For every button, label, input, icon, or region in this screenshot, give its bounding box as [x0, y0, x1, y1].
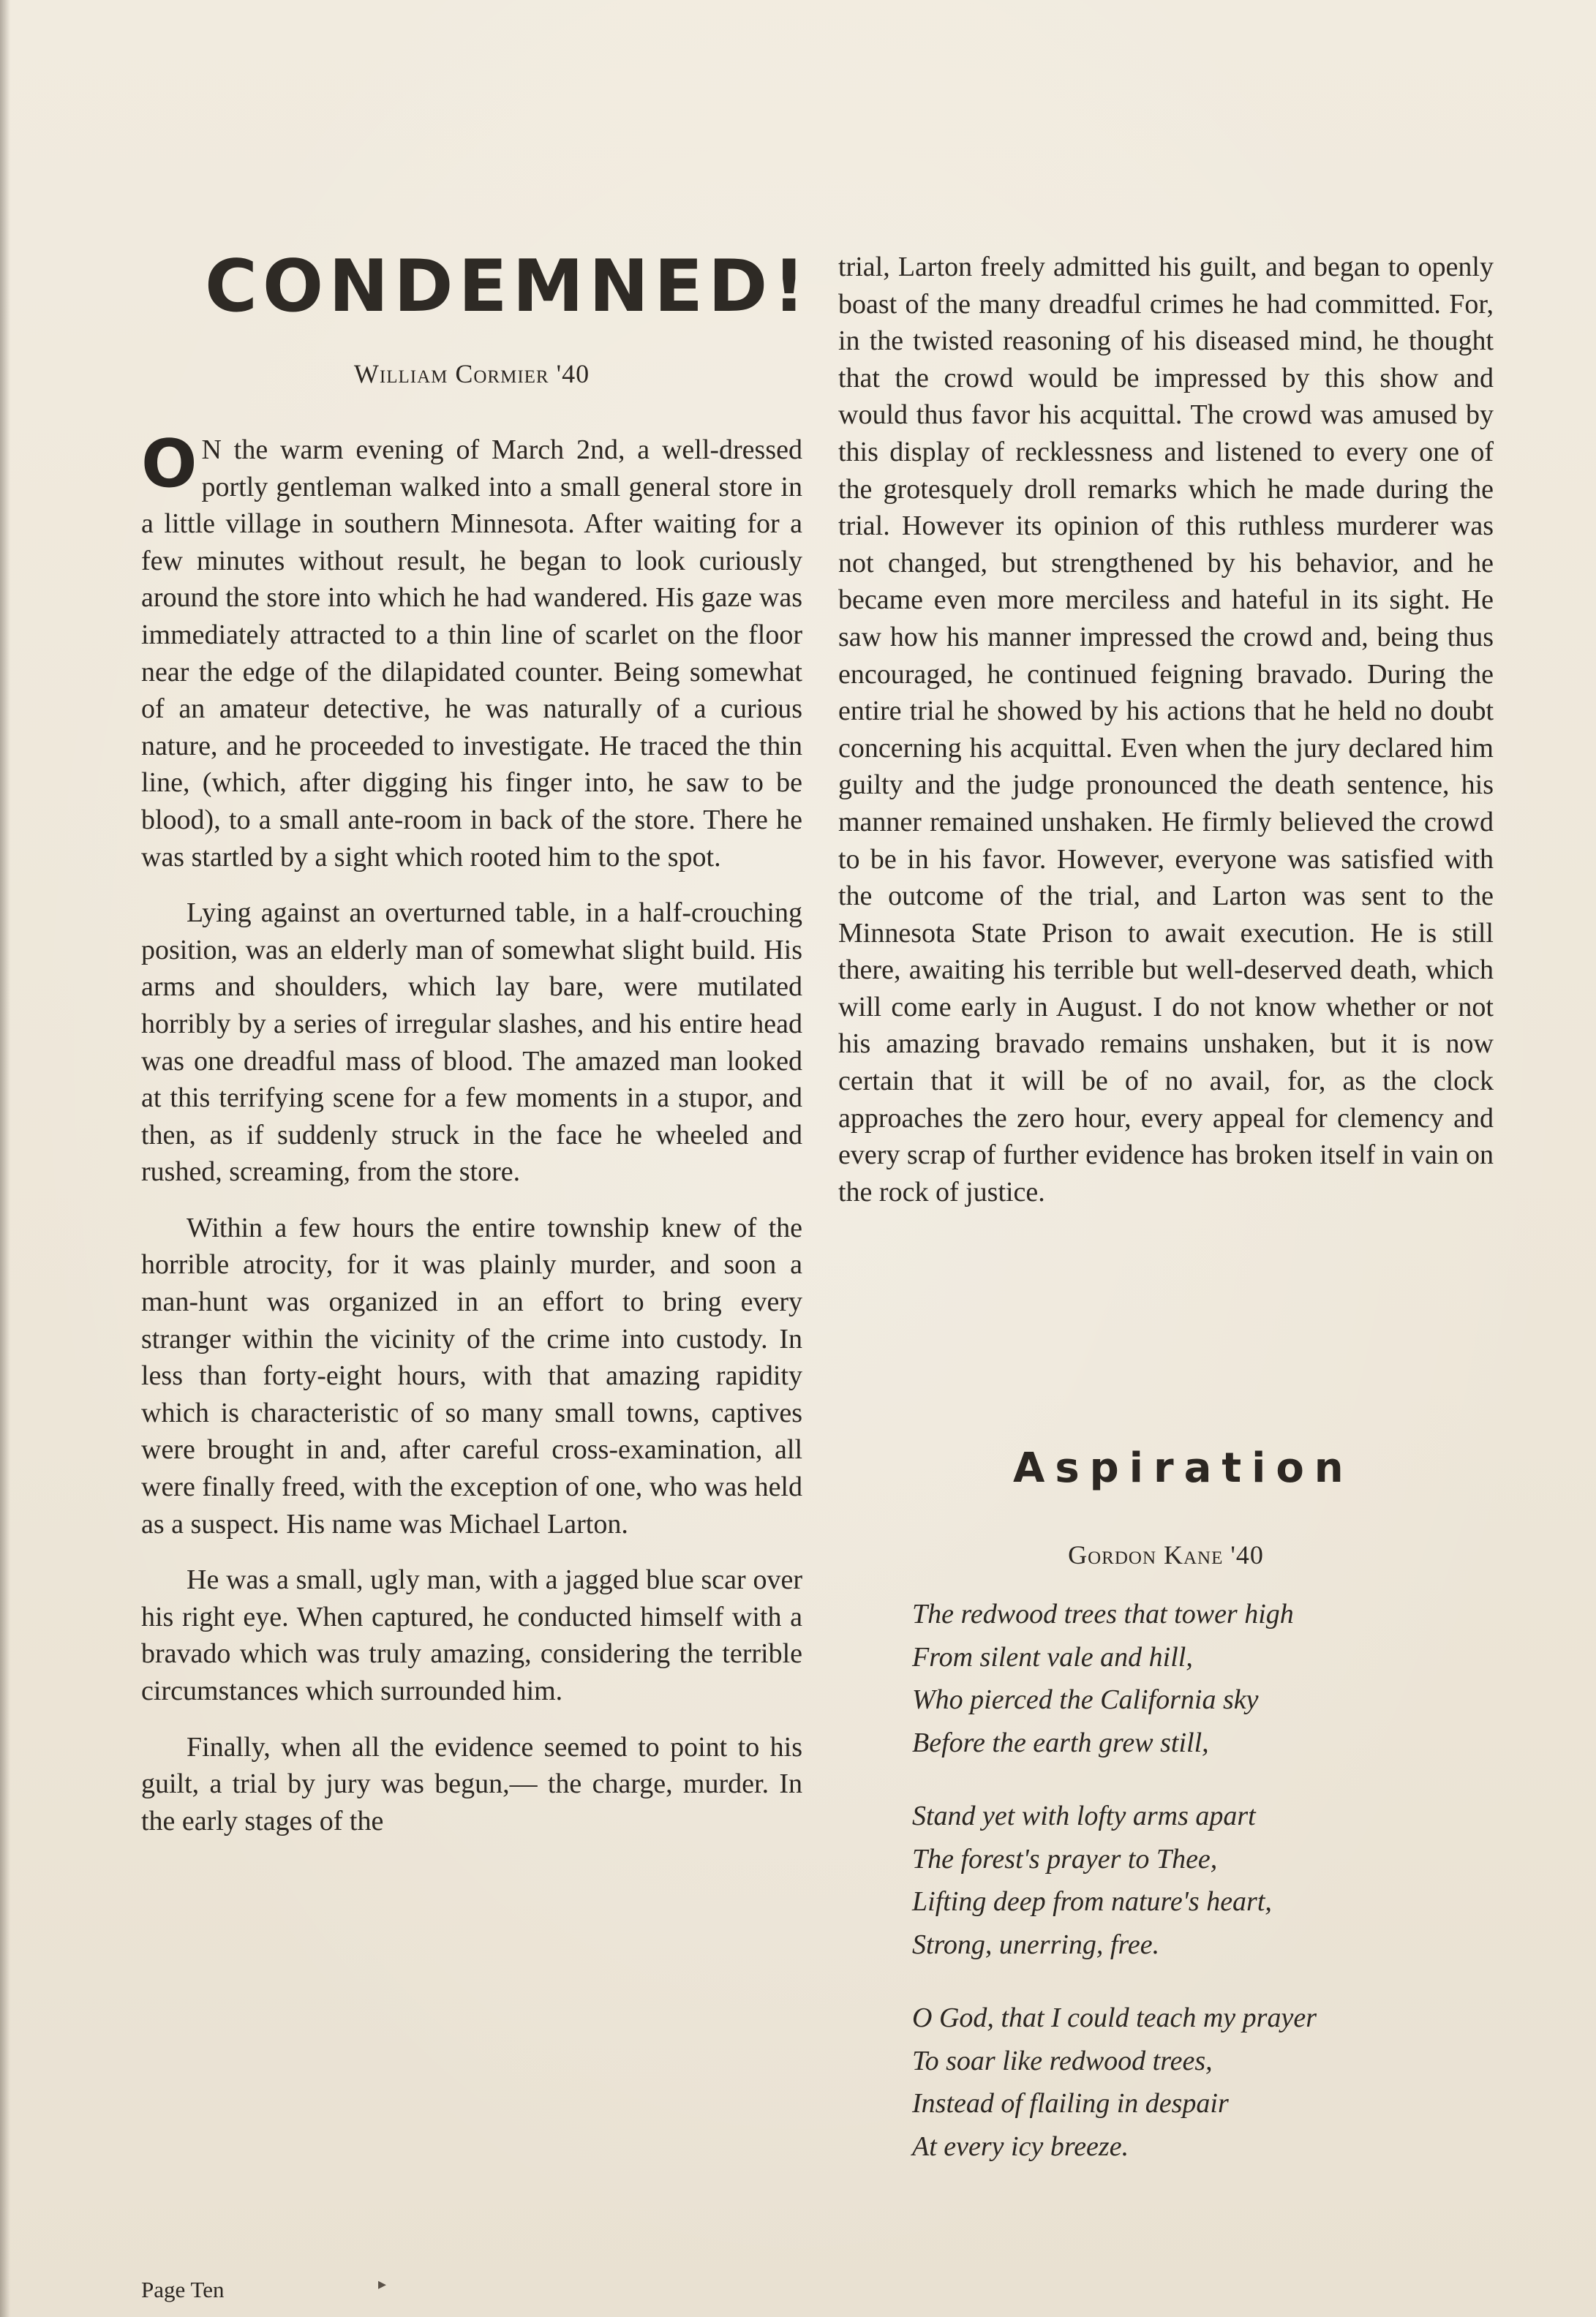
article-column-right — [838, 249, 1494, 1210]
article-column-left — [141, 426, 802, 1839]
poem-line: Stand yet with lofty arms apart — [912, 1801, 1256, 1831]
article-paragraph-1 — [141, 426, 802, 875]
article-paragraph-5-continued: trial, Larton freely admitted his guilt, and began to openly boast of the many dreadful crimes he had committed. For, in the twisted reasoning of his diseased mind, he thought that the crowd would be impressed by this show and would thus favor his acquittal. The crowd was amused by this display of recklessness and listened to every one of the grotesquely droll remarks which he made during the trial. However its opinion of this ruthless murderer was not changed, but strengthened by his behavior, and he became even more merciless and hateful in its sight. He saw how his manner impressed the crowd and, being thus encouraged, he continued feigning bravado. During the entire trial he showed by his actions that he held no doubt concerning his acquittal. Even when the jury declared him guilty and the judge pronounced the death sentence, his manner remained unshaken. He firmly believed the crowd to be in his favor. However, everyone was satisfied with the outcome of the trial, and Larton was sent to the Minnesota State Prison to await execution. He is still there, awaiting his terrible but well-deserved death, which will come early in August. I do not know whether or not his amazing bravado remains unshaken, but it is now certain that it will be of no avail, for, as the clock approaches the zero hour, every appeal for clemency and every scrap of further evidence has broken itself in vain on the rock of justice. — [838, 252, 1494, 1208]
article-paragraph-1-text: N the warm evening of March 2nd, a well-dressed portly gentleman walked into a small general store in a little village in southern Minnesota. After waiting for a few minutes without result, he began to look curiously around the store into which he had wandered. His gaze was immediately attracted to a thin line of scarlet on the floor near the edge of the dilapidated counter. Being somewhat of an amateur detective, he was naturally of a curious nature, and he proceeded to investigate. He traced the thin line, (which, after digging his finger into, he saw to be blood), to a small ante-room in back of the store. There he was startled by a sight which rooted him to the spot. — [141, 434, 802, 873]
article-paragraph-3: Within a few hours the entire township knew of the horrible atrocity, for it was plainly murder, and soon a man-hunt was organized in an effort to bring every stranger within the vicinity of the crime into custody. In less than forty-eight hours, with that amazing rapidity which is characteristic of so many small towns, captives were brought in and, after careful cross-examination, all were finally freed, with the exception of one, who was held as a suspect. His name was Michael Larton. — [141, 1212, 802, 1540]
article-byline: William Cormier '40 — [353, 359, 590, 388]
poem-stanza-1 — [912, 1593, 1483, 1764]
article-paragraph-4: He was a small, ugly man, with a jagged blue scar over his right eye. When captured, he conducted himself with a bravado which was truly amazing, considering the terrible circumstances which surrounded him. — [141, 1564, 802, 1706]
ink-mark-icon: ▸ — [378, 2275, 387, 2293]
poem-line: The redwood trees that tower high — [912, 1599, 1294, 1630]
poem-line: At every icy breeze. — [912, 2130, 1129, 2162]
poem-title: Aspiration — [1013, 1444, 1354, 1492]
poem-line: Lifting deep from nature's heart, — [912, 1886, 1272, 1917]
poem-line: Before the earth grew still, — [912, 1727, 1209, 1758]
drop-cap: O — [141, 426, 197, 502]
poem-line: Strong, unerring, free. — [912, 1929, 1160, 1960]
poem-line: To soar like redwood trees, — [912, 2045, 1213, 2076]
article-paragraph-5: Finally, when all the evidence seemed to point to his guilt, a trial by jury was begun,— the charge, murder. In the early stages of the — [141, 1731, 802, 1836]
poem-line: Who pierced the California sky — [912, 1684, 1259, 1715]
article-title: CONDEMNED! — [205, 245, 811, 328]
poem-body — [912, 1593, 1483, 2199]
poem-line: Instead of flailing in despair — [912, 2088, 1229, 2119]
poem-line: From silent vale and hill, — [912, 1641, 1193, 1673]
article-paragraph-2: Lying against an overturned table, in a half-crouching position, was an elderly man of somewhat slight build. His arms and shoulders, which lay bare, were mutilated horribly by a series of irregular slashes, and his entire head was one dreadful mass of blood. The amazed man looked at this terrifying scene for a few moments in a stupor, and then, as if suddenly struck in the face he wheeled and rushed, screaming, from the store. — [141, 897, 802, 1188]
poem-line: The forest's prayer to Thee, — [912, 1843, 1218, 1875]
poem-line: O God, that I could teach my prayer — [912, 2003, 1317, 2033]
page-number: Page Ten — [141, 2277, 225, 2302]
poem-stanza-2 — [912, 1795, 1483, 1966]
poem-byline: Gordon Kane '40 — [1068, 1540, 1264, 1570]
poem-stanza-3 — [912, 1997, 1483, 2168]
binding-shadow — [0, 0, 10, 2317]
